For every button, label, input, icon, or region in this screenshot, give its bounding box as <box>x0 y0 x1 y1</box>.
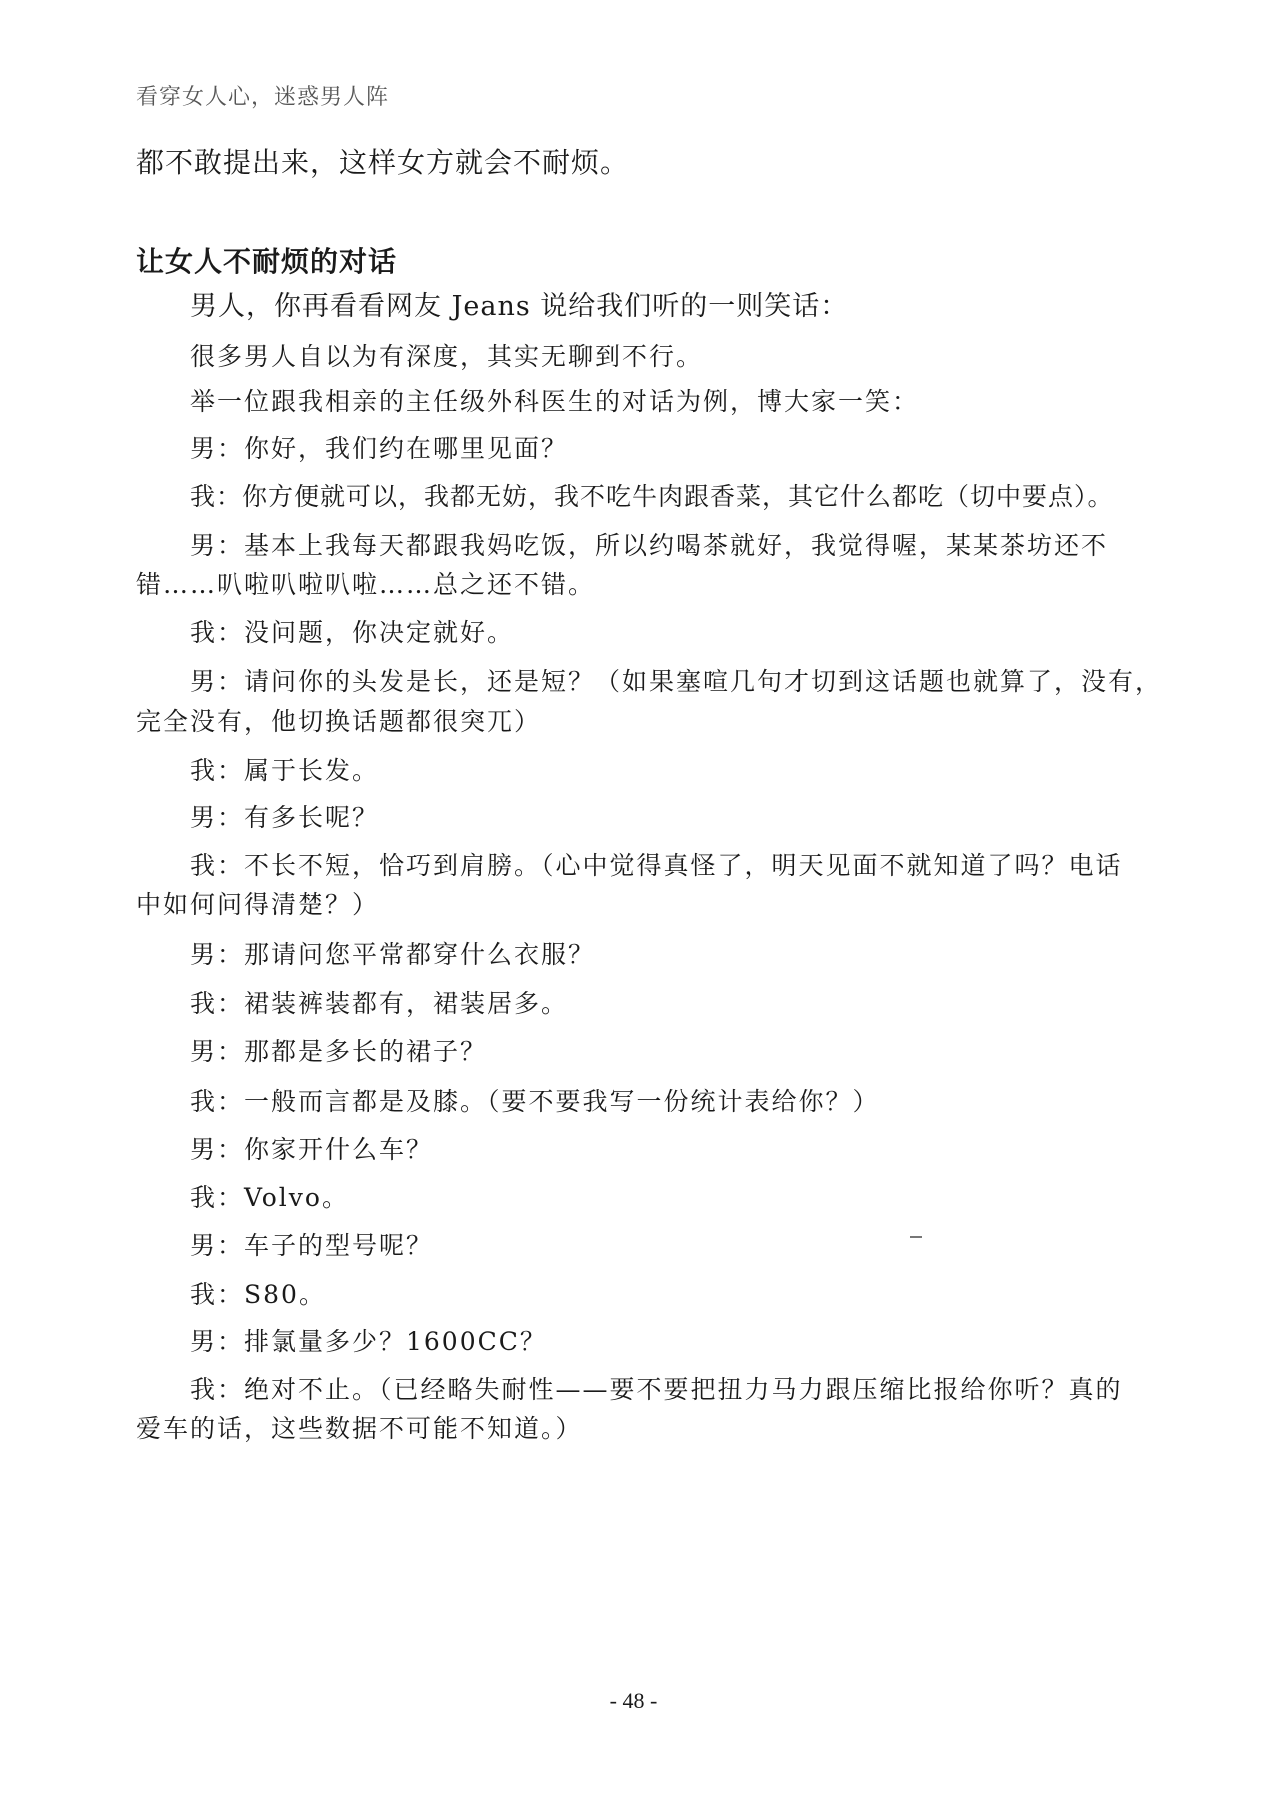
dialogue-line-continuation: 错……叭啦叭啦叭啦……总之还不错。 <box>136 570 596 599</box>
dialogue-line-continuation: 中如何问得清楚？） <box>136 890 380 919</box>
quote-line: 举一位跟我相亲的主任级外科医生的对话为例，博大家一笑： <box>190 387 920 416</box>
dialogue-line: 我：没问题，你决定就好。 <box>190 618 515 647</box>
dialogue-line: 男：你好，我们约在哪里见面？ <box>190 434 569 463</box>
quote-line: 很多男人自以为有深度，其实无聊到不行。 <box>190 342 704 371</box>
section-heading: 让女人不耐烦的对话 <box>136 245 398 278</box>
dialogue-line: 我：属于长发。 <box>190 756 380 785</box>
dialogue-line: 男：基本上我每天都跟我妈吃饭，所以约喝茶就好，我觉得喔，某某茶坊还不 <box>190 531 1109 560</box>
dialogue-line: 男：那请问您平常都穿什么衣服？ <box>190 940 596 969</box>
dialogue-line: 男：请问你的头发是长，还是短？（如果塞喧几句才切到这话题也就算了，没有， <box>190 667 1163 696</box>
dialogue-line: 男：车子的型号呢？ <box>190 1231 434 1260</box>
dialogue-line: 我：你方便就可以，我都无妨，我不吃牛肉跟香菜，其它什么都吃（切中要点）。 <box>190 482 1114 511</box>
dialogue-line: 我：不长不短，恰巧到肩膀。（心中觉得真怪了，明天见面不就知道了吗？电话 <box>190 851 1123 880</box>
dialogue-line: 我：裙装裤装都有，裙装居多。 <box>190 989 569 1018</box>
dialogue-line-continuation: 完全没有，他切换话题都很突兀） <box>136 707 542 736</box>
dialogue-line: 男：那都是多长的裙子？ <box>190 1037 488 1066</box>
running-header: 看穿女人心，迷惑男人阵 <box>136 85 390 110</box>
dialogue-line: 我：S80。 <box>190 1280 326 1309</box>
dialogue-line: 男：有多长呢？ <box>190 803 380 832</box>
dialogue-line-continuation: 爱车的话，这些数据不可能不知道。） <box>136 1414 583 1443</box>
lead-in-paragraph: 男人，你再看看网友 Jeans 说给我们听的一则笑话： <box>190 291 849 322</box>
dialogue-line: 男：排氯量多少？1600CC？ <box>190 1327 547 1356</box>
scan-speck <box>910 1236 922 1238</box>
dialogue-line: 我：Volvo。 <box>190 1183 349 1212</box>
dialogue-line: 我：绝对不止。（已经略失耐性——要不要把扭力马力跟压缩比报给你听？真的 <box>190 1375 1123 1404</box>
intro-continuation: 都不敢提出来，这样女方就会不耐烦。 <box>136 146 630 179</box>
dialogue-line: 男：你家开什么车？ <box>190 1135 434 1164</box>
page-number: - 48 - <box>609 1688 658 1713</box>
dialogue-line: 我：一般而言都是及膝。（要不要我写一份统计表给你？） <box>190 1087 880 1116</box>
